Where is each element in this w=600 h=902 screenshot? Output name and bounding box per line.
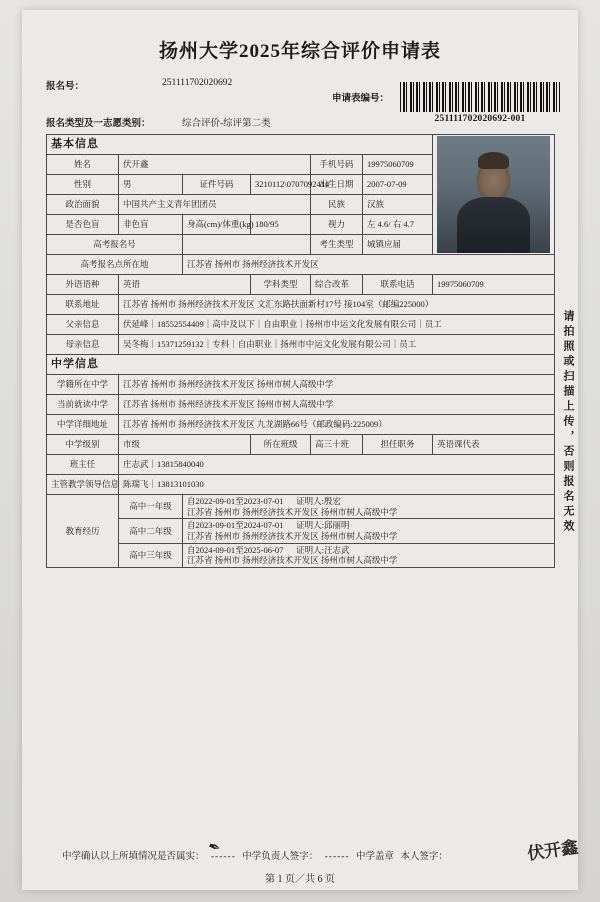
page-title: 扬州大学2025年综合评价申请表 — [158, 41, 441, 62]
education-witness-3: 证明人:汪志武 — [296, 544, 350, 555]
table-row-xueji — [47, 375, 555, 395]
class-value: 高三十班 — [311, 435, 363, 455]
education-grade-1: 高中一年级 — [119, 495, 183, 519]
current-school-value: 江苏省 扬州市 扬州经济技术开发区 扬州市树人高级中学 — [119, 395, 555, 415]
education-detail-3 — [183, 543, 555, 567]
gender-label: 性别 — [47, 175, 119, 195]
education-detail-1 — [183, 495, 555, 519]
education-school-1: 江苏省 扬州市 扬州经济技术开发区 扬州市树人高级中学 — [187, 506, 398, 517]
school-level-label: 中学级别 — [47, 435, 119, 455]
table-row-head-teacher — [47, 455, 555, 475]
mother-label: 母亲信息 — [47, 335, 119, 355]
table-row-section-school — [47, 355, 555, 375]
education-grade-3: 高中三年级 — [119, 543, 183, 567]
id-label: 证件号码 — [183, 175, 251, 195]
id-value: 3210112\0707092414 — [251, 175, 311, 195]
head-teacher-label: 班主任 — [47, 455, 119, 475]
handwritten-signature: 伏开鑫 — [526, 837, 580, 864]
current-school-label: 当前就读中学 — [47, 395, 119, 415]
footer-confirmation — [62, 848, 552, 862]
application-table — [46, 134, 555, 568]
application-form-paper — [22, 10, 578, 890]
school-seal-label: 中学盖章 — [356, 852, 395, 862]
nation-label: 民族 — [311, 195, 363, 215]
table-row-foreign — [47, 275, 555, 295]
confirm-text: 中学确认以上所填情况是否属实： — [62, 852, 205, 862]
section-title-school: 中学信息 — [47, 355, 555, 375]
father-value: 伏延峰｜18552554409｜高中及以下｜自由职业｜扬州市中运文化发展有限公司｜员工 — [119, 315, 555, 335]
barcode-image — [400, 82, 560, 112]
name-label: 姓名 — [47, 155, 119, 175]
table-row-section-basic — [47, 135, 555, 155]
table-row-mother — [47, 335, 555, 355]
table-row-education-2 — [47, 519, 555, 543]
address-value: 江苏省 扬州市 扬州经济技术开发区 文汇东路扶面新村17号 接104室（邮编225000） — [119, 295, 555, 315]
birth-label: 出生日期 — [311, 175, 363, 195]
education-grade-2: 高中二年级 — [119, 519, 183, 543]
colorblind-value: 非色盲 — [119, 215, 183, 235]
political-value: 中国共产主义青年团团员 — [119, 195, 311, 215]
candidate-type-value: 城镇应届 — [363, 235, 433, 255]
school-address-label: 中学详细地址 — [47, 415, 119, 435]
foreign-language-value: 英语 — [119, 275, 251, 295]
table-row-education-3 — [47, 543, 555, 567]
contact-phone-label: 联系电话 — [363, 275, 433, 295]
application-type-value: 综合评价-综评第二类 — [182, 119, 271, 129]
form-number-label: 申请表编号： — [332, 94, 390, 104]
registration-number-label: 报名号： — [46, 82, 85, 92]
school-address-value: 江苏省 扬州市 扬州经济技术开发区 九龙湖路66号（邮政编码:225009） — [119, 415, 555, 435]
name-value: 伏开鑫 — [119, 155, 311, 175]
table-row-leader — [47, 475, 555, 495]
subject-type-label: 学科类型 — [251, 275, 311, 295]
education-school-2: 江苏省 扬州市 扬州经济技术开发区 扬州市树人高级中学 — [187, 530, 398, 541]
candidate-type-label: 考生类型 — [311, 235, 363, 255]
page-number: 第 1 页／共 6 页 — [265, 874, 335, 885]
application-type-label: 报名类型及一志愿类别： — [46, 119, 151, 129]
registered-school-value: 江苏省 扬州市 扬州经济技术开发区 扬州市树人高级中学 — [119, 375, 555, 395]
education-period-1: 自2022-09-01至2023-07-01 — [187, 496, 284, 506]
phone-label: 手机号码 — [311, 155, 363, 175]
section-title-education: 教育经历 — [47, 495, 119, 568]
registered-school-label: 学籍所在中学 — [47, 375, 119, 395]
signup-place-label: 高考报名点所在地 — [47, 255, 183, 275]
height-weight-label: 身高(cm)/体重(kg) — [183, 215, 251, 235]
table-row-father — [47, 315, 555, 335]
phone-value: 19975060709 — [363, 155, 433, 175]
gender-value: 男 — [119, 175, 183, 195]
colorblind-label: 是否色盲 — [47, 215, 119, 235]
signup-place-value: 江苏省 扬州市 扬州经济技术开发区 — [183, 255, 555, 275]
head-teacher-value: 庄志武｜13815840040 — [119, 455, 555, 475]
exam-number-label: 高考报名号 — [47, 235, 183, 255]
contact-phone-value: 19975060709 — [433, 275, 555, 295]
duty-label: 担任职务 — [363, 435, 433, 455]
registration-number-value: 251111702020692 — [162, 78, 233, 88]
table-row-address — [47, 295, 555, 315]
section-title-basic: 基本信息 — [47, 135, 433, 155]
applicant-photo — [437, 136, 550, 253]
birth-value: 2007-07-09 — [363, 175, 433, 195]
vision-value: 左 4.6/ 右 4.7 — [363, 215, 433, 235]
nation-value: 汉族 — [363, 195, 433, 215]
applicant-photo-cell — [433, 135, 555, 255]
education-period-3: 自2024-09-01至2025-06-07 — [187, 544, 284, 555]
barcode-number: 251111702020692-001 — [434, 114, 526, 124]
pen-mark-icon: ✒ — [205, 838, 223, 858]
self-signature-label: 本人签字： — [400, 852, 448, 862]
teaching-leader-value: 陈瑞飞｜13813101030 — [119, 475, 555, 495]
table-row-signup-place — [47, 255, 555, 275]
education-detail-2 — [183, 519, 555, 543]
school-level-value: 市级 — [119, 435, 251, 455]
confirm-blank-2: ------ — [324, 852, 350, 862]
political-label: 政治面貌 — [47, 195, 119, 215]
exam-number-value — [183, 235, 311, 255]
table-row-school-level — [47, 435, 555, 455]
class-label: 所在班级 — [251, 435, 311, 455]
table-row-school-address — [47, 415, 555, 435]
table-row-education-1 — [47, 495, 555, 519]
teaching-leader-label: 主管教学领导信息 — [47, 475, 119, 495]
subject-type-value: 综合改革 — [311, 275, 363, 295]
school-signature-label: 中学负责人签字： — [242, 852, 319, 862]
education-period-2: 自2023-09-01至2024-07-01 — [187, 520, 284, 531]
confirm-blank-1: ------ — [210, 852, 236, 862]
vision-label: 视力 — [311, 215, 363, 235]
father-label: 父亲信息 — [47, 315, 119, 335]
foreign-language-label: 外语语种 — [47, 275, 119, 295]
address-label: 联系地址 — [47, 295, 119, 315]
mother-value: 吴冬梅｜15371259132｜专科｜自由职业｜扬州市中运文化发展有限公司｜员工 — [119, 335, 555, 355]
education-school-3: 江苏省 扬州市 扬州经济技术开发区 扬州市树人高级中学 — [187, 555, 398, 566]
education-witness-1: 证明人:殷宏 — [296, 496, 341, 506]
education-witness-2: 证明人:邱丽明 — [296, 520, 350, 531]
height-weight-value: 180/95 — [251, 215, 311, 235]
duty-value: 英语课代表 — [433, 435, 555, 455]
side-upload-note: 请拍照或扫描上传，否则报名无效 — [562, 310, 574, 535]
table-row-current-school — [47, 395, 555, 415]
